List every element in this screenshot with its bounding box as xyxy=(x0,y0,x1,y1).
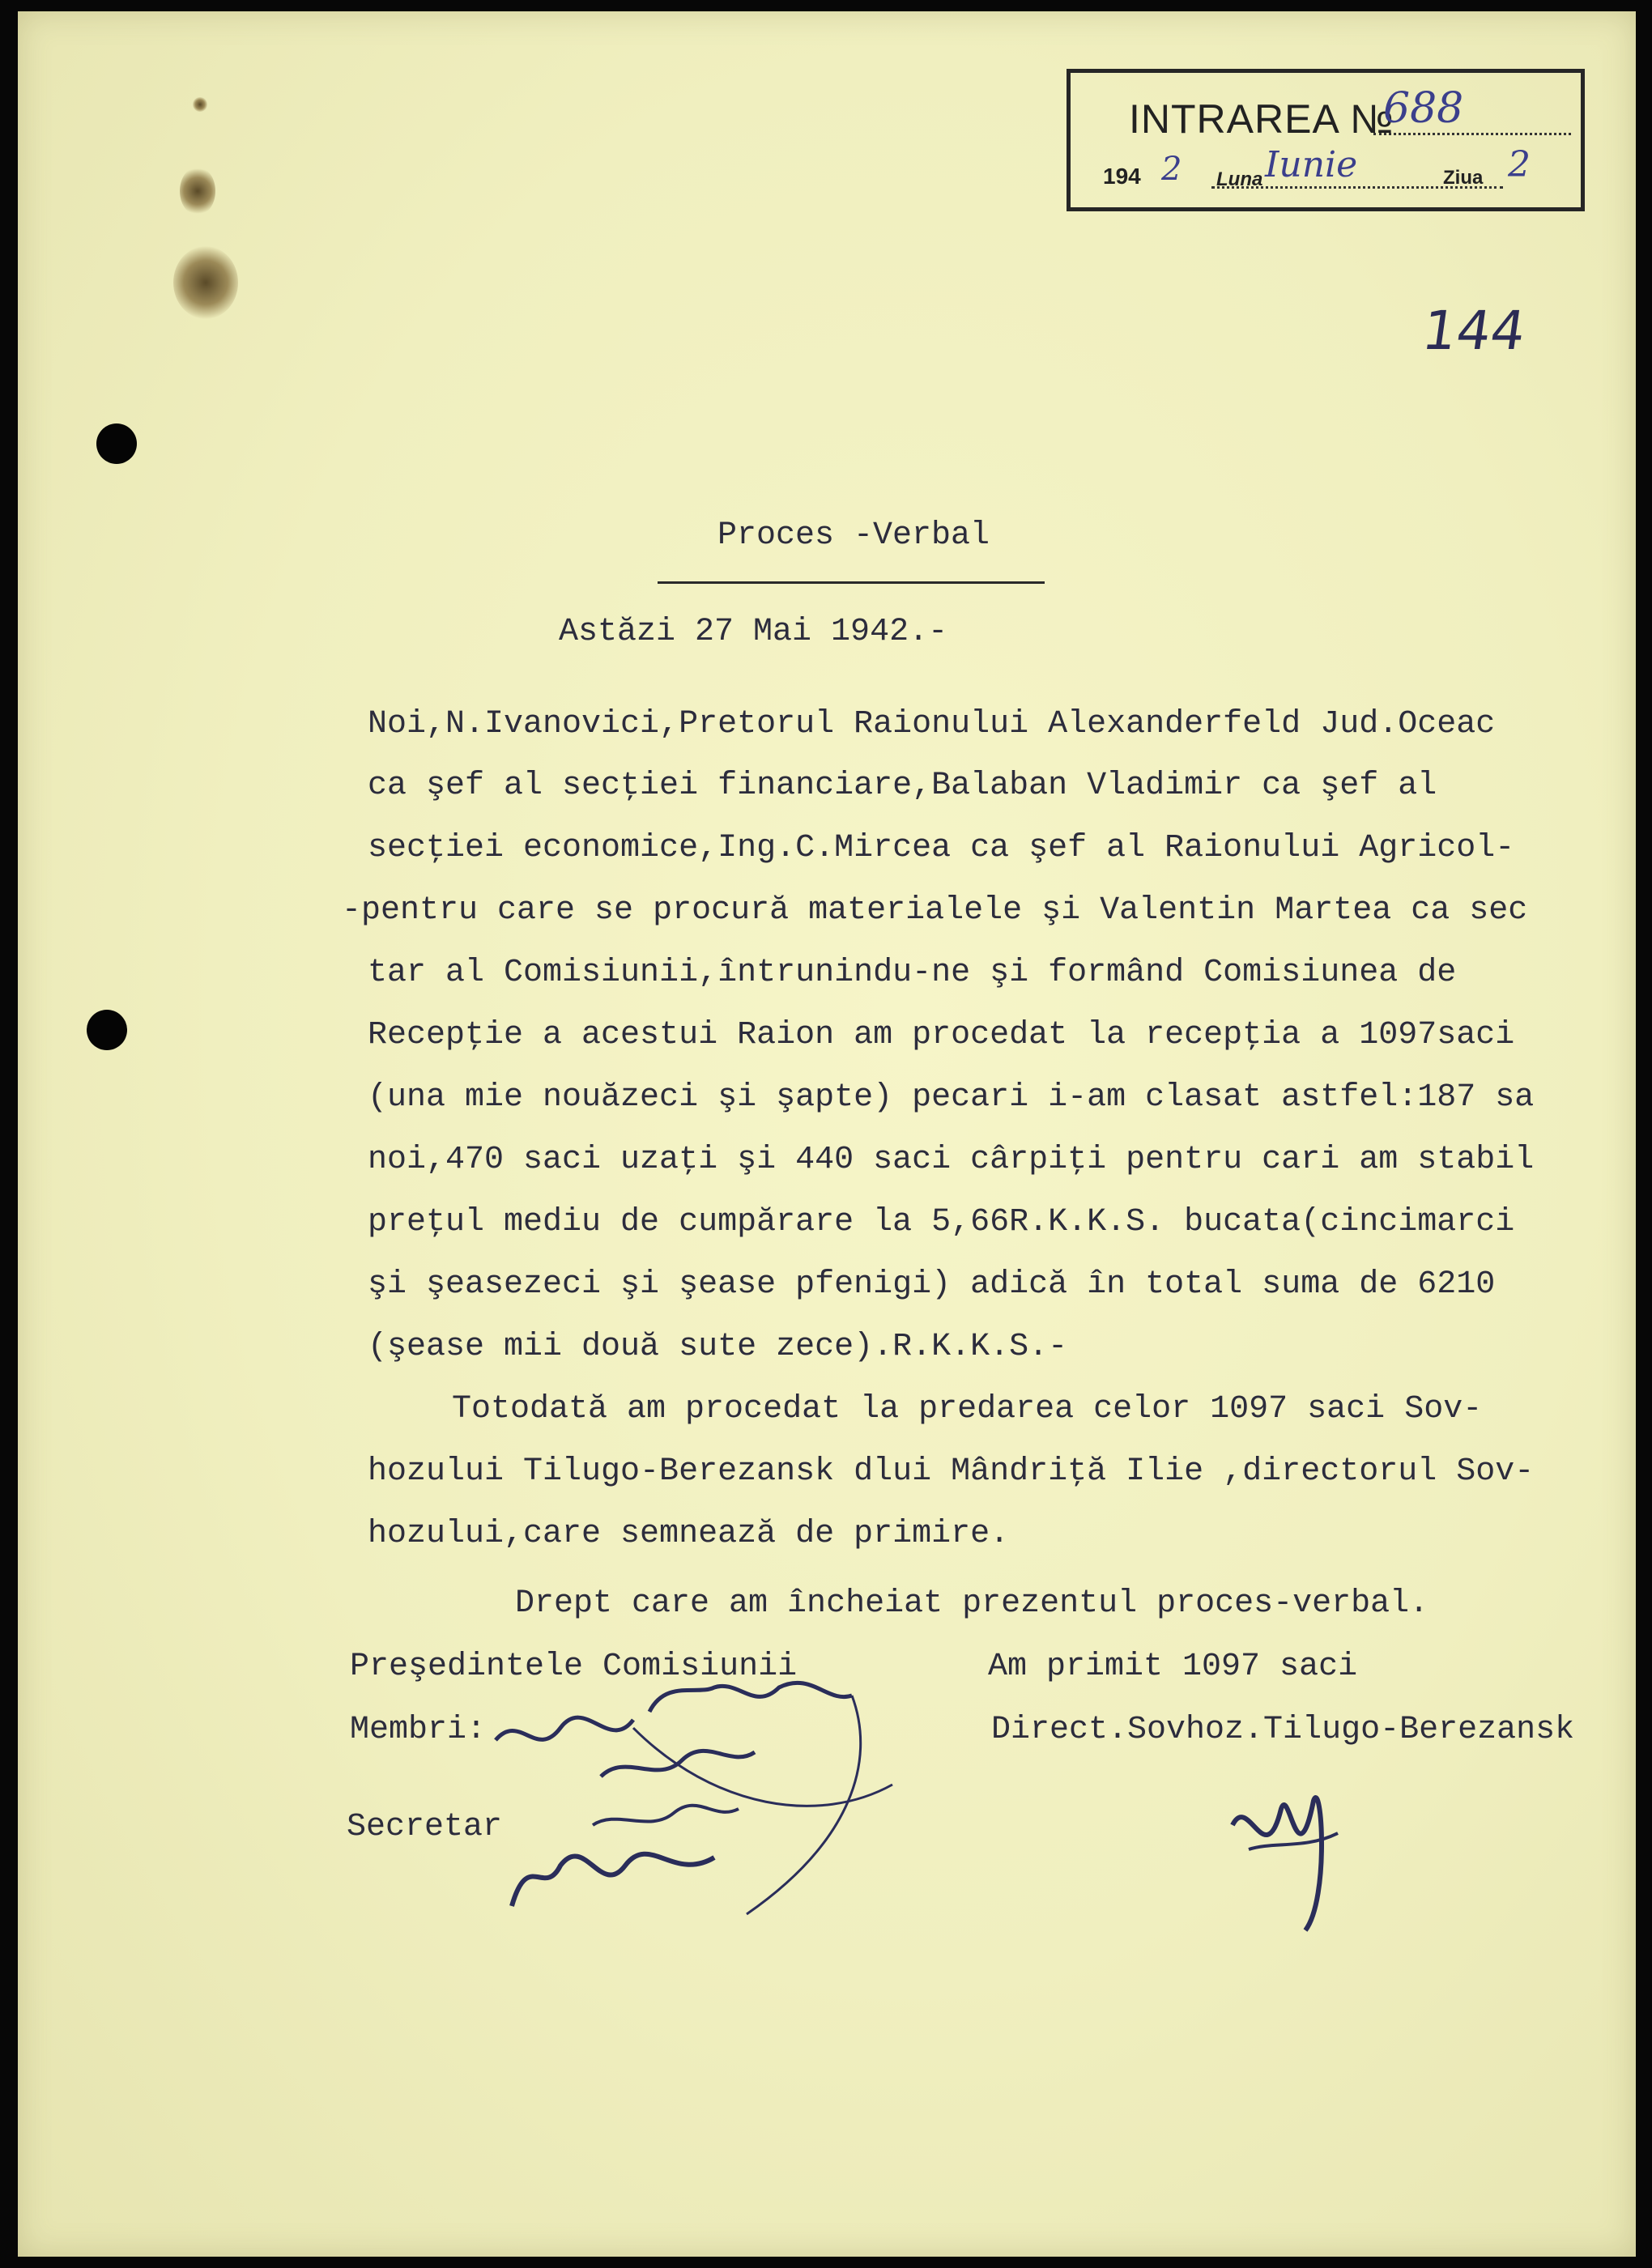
folio-number: 144 xyxy=(1418,300,1530,362)
body-line: ca şef al secţiei financiare,Balaban Vladimir ca şef al xyxy=(368,768,1437,804)
stamp-year-prefix: 194 xyxy=(1103,164,1141,189)
body-line: preţul mediu de cumpărare la 5,66R.K.K.S. bucata(cincimarci xyxy=(368,1204,1515,1240)
body-line: şi şeasezeci şi şease pfenigi) adică în total suma de 6210 xyxy=(368,1266,1496,1303)
punch-hole xyxy=(96,423,137,464)
closing-line: Drept care am încheiat prezentul proces-verbal. xyxy=(515,1585,1429,1622)
signature-director xyxy=(1216,1752,1362,1938)
body-line: Noi,N.Ivanovici,Pretorul Raionului Alexanderfeld Jud.Oceac xyxy=(368,706,1496,743)
document-title: Proces -Verbal xyxy=(717,517,990,554)
stamp-day-label: Ziua xyxy=(1443,167,1484,189)
secretary-label: Secretar xyxy=(347,1809,503,1845)
body-line: Recepţie a acestui Raion am procedat la recepţia a 1097saci xyxy=(368,1017,1515,1053)
stamp-title: INTRAREA № xyxy=(1129,96,1394,142)
document-page xyxy=(18,11,1636,2257)
body-line: tar al Comisiunii,întrunindu-ne şi formând Comisiunea de xyxy=(368,955,1457,991)
president-label: Preşedintele Comisiunii xyxy=(350,1649,798,1685)
signatures-commission xyxy=(471,1663,925,1930)
body-line: secţiei economice,Ing.C.Mircea ca şef al Raionului Agricol- xyxy=(368,830,1515,866)
body-line: (una mie nouăzeci şi şapte) pecari i-am clasat astfel:187 sa xyxy=(368,1079,1535,1116)
stamp-month-value: Iunie xyxy=(1265,144,1358,185)
stamp-day-value: 2 xyxy=(1508,144,1531,185)
ink-spot xyxy=(193,97,207,112)
body-line: noi,470 saci uzaţi şi 440 saci cârpiţi pentru cari am stabil xyxy=(368,1142,1535,1178)
body-line: -pentru care se procură materialele şi Valentin Martea ca sec xyxy=(342,892,1528,929)
stamp-month-label: Luna xyxy=(1216,168,1263,190)
stamp-date-line xyxy=(1211,186,1503,189)
stamp-year-suffix: 2 xyxy=(1161,151,1182,188)
title-underline xyxy=(658,581,1045,584)
body-line: hozului,care semnează de primire. xyxy=(368,1516,1010,1552)
stamp-number: 688 xyxy=(1383,84,1464,133)
registration-stamp xyxy=(1067,69,1585,211)
stamp-number-line xyxy=(1373,133,1571,135)
director-label: Direct.Sovhoz.Tilugo-Berezansk xyxy=(991,1712,1575,1748)
document-date: Astăzi 27 Mai 1942.- xyxy=(559,614,948,650)
body-line: (şease mii două sute zece).R.K.K.S.- xyxy=(368,1329,1068,1365)
body-line: Totodată am procedat la predarea celor 1097 saci Sov- xyxy=(452,1391,1483,1428)
burn-mark xyxy=(180,167,215,215)
punch-hole xyxy=(87,1010,127,1050)
received-label: Am primit 1097 saci xyxy=(988,1649,1358,1685)
body-line: hozului Tilugo-Berezansk dlui Mândriţă Ilie ,directorul Sov- xyxy=(368,1453,1535,1490)
members-label: Membri: xyxy=(350,1712,487,1748)
burn-mark xyxy=(173,246,238,319)
